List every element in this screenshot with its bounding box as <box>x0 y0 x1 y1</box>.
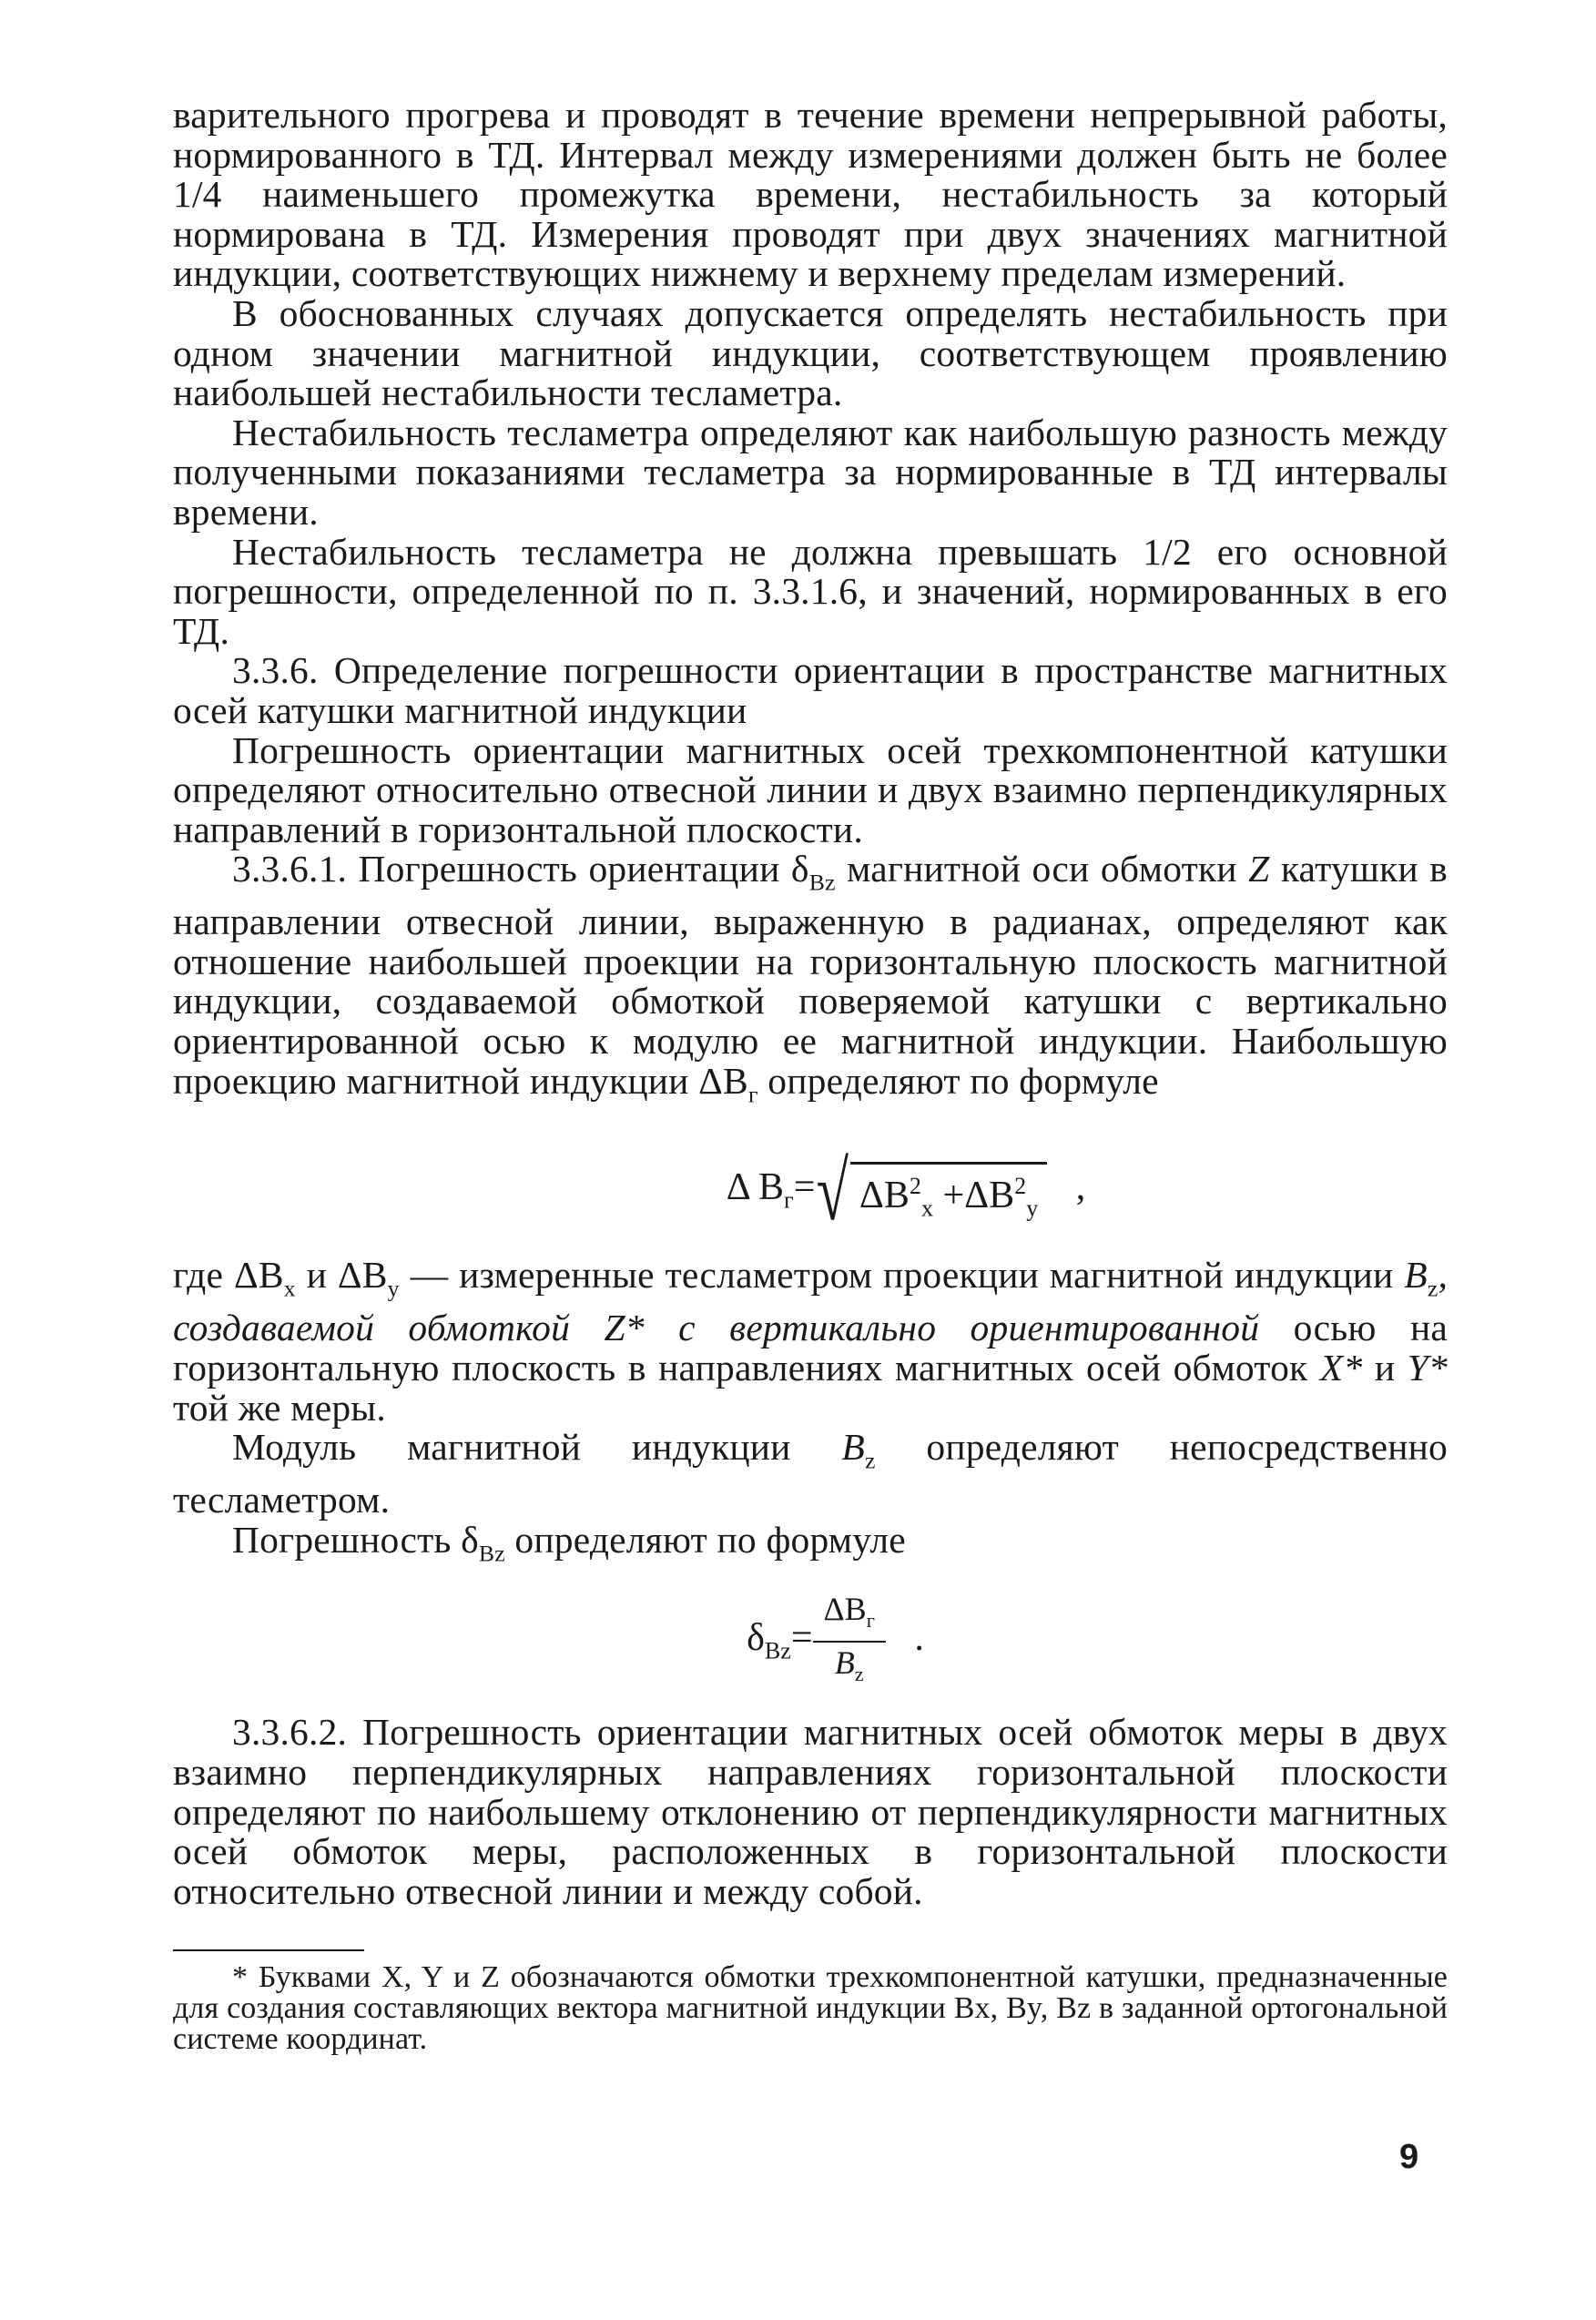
page-number: 9 <box>1399 2138 1419 2176</box>
formula1-lhs: Δ $B_г$ <box>726 1166 794 1214</box>
formula2-dot: . <box>914 1617 924 1660</box>
formula2-fraction <box>813 1589 886 1694</box>
formula-delta-bz <box>173 1583 1448 1693</box>
formula1-comma: , <box>1075 1166 1086 1209</box>
formula2-numerator: $\Delta B_г$ <box>813 1589 886 1643</box>
paragraph-2: В обоснованных случаях допускается определять нестабильность при одном значении магнитной индукции, соответствующем проявлению наибольшей нестабильности тесламетра. <box>173 291 1448 414</box>
footnote-divider <box>173 1949 364 1951</box>
paragraph-4: Нестабильность тесламетра не должна превышать 1/2 его основной погрешности, определенной по п. 3.3.1.6, и значений, нормированных в его ТД. <box>173 530 1448 652</box>
paragraph-where: где $\Delta B_x$ и $\Delta B_y$ — измеренные тесламетром проекции магнитной индукции $B_z$, создаваемой обмоткой Z* с вертикально ориентированной осью на горизонтальную плоскость в направлениях магнитных осей обмоток X* и Y* той же меры. <box>173 1254 1449 1429</box>
sqrt-icon: √ <box>816 1144 849 1237</box>
page-body <box>173 96 1448 2055</box>
formula2-lhs: $\delta_{Bz}$ <box>747 1617 791 1664</box>
paragraph-3-3-6-1: 3.3.6.1. Погрешность ориентации $\delta_{Bz}$ магнитной оси обмотки Z катушки в направлении отвесной линии, выраженную в радианах, определяют как отношение наибольшей проекции на горизонтальную плоскость магнитной индукции, создаваемой обмоткой поверяемой катушки с вертикально ориентированной осью к модулю ее магнитной индукции. Наибольшую проекцию магнитной индукции $\Delta B_г$ определяют по формуле <box>173 848 1448 1107</box>
paragraph-error-formula-intro: Погрешность $\delta_{Bz}$ определяют по формуле <box>232 1518 906 1566</box>
formula2-equals: = <box>790 1617 813 1660</box>
paragraph-3: Нестабильность тесламетра определяют как наибольшую разность между полученными показаниями тесламетра за нормированные в ТД интервалы времени. <box>173 411 1448 533</box>
formula2-denominator: $B_z$ <box>834 1643 864 1686</box>
formula-delta-b-horizontal <box>173 1134 1448 1241</box>
section-heading-3-3-6: 3.3.6. Определение погрешности ориентации в пространстве магнитных осей катушки магнитной индукции <box>173 649 1448 731</box>
paragraph-modulus: Модуль магнитной индукции $B_z$ определяют непосредственно тесламетром. <box>173 1426 1449 1521</box>
paragraph-6: Погрешность ориентации магнитных осей трехкомпонентной катушки определяют относительно отвесной линии и двух взаимно перпендикулярных направлений в горизонтальной плоскости. <box>173 728 1448 850</box>
formula1-radicand: $\Delta B^2_x +\Delta B^2_y$ <box>850 1162 1047 1230</box>
footnote: * Буквами X, Y и Z обозначаются обмотки трехкомпонентной катушки, предназначенные для создания составляющих вектора магнитной индукции Bx, By, Bz в заданной ортогональной системе координат. <box>173 1960 1448 2057</box>
formula1-equals: = <box>793 1166 816 1209</box>
paragraph-1: варительного прогрева и проводят в течение времени непрерывной работы, нормированного в ТД. Интервал между измерениями должен быть не более 1/4 наименьшего промежутка времени, нестабильность за который нормирована в ТД. Измерения проводят при двух значениях магнитной индукции, соответствующих нижнему и верхнему пределам измерений. <box>173 94 1448 295</box>
paragraph-3-3-6-2: 3.3.6.2. Погрешность ориентации магнитных осей обмоток меры в двух взаимно перпендикулярных направлениях горизонтальной плоскости определяют по наибольшему отклонению от перпендикулярности магнитных осей обмоток меры, расположенных в горизонтальной плоскости относительно отвесной линии и между собой. <box>173 1711 1448 1912</box>
